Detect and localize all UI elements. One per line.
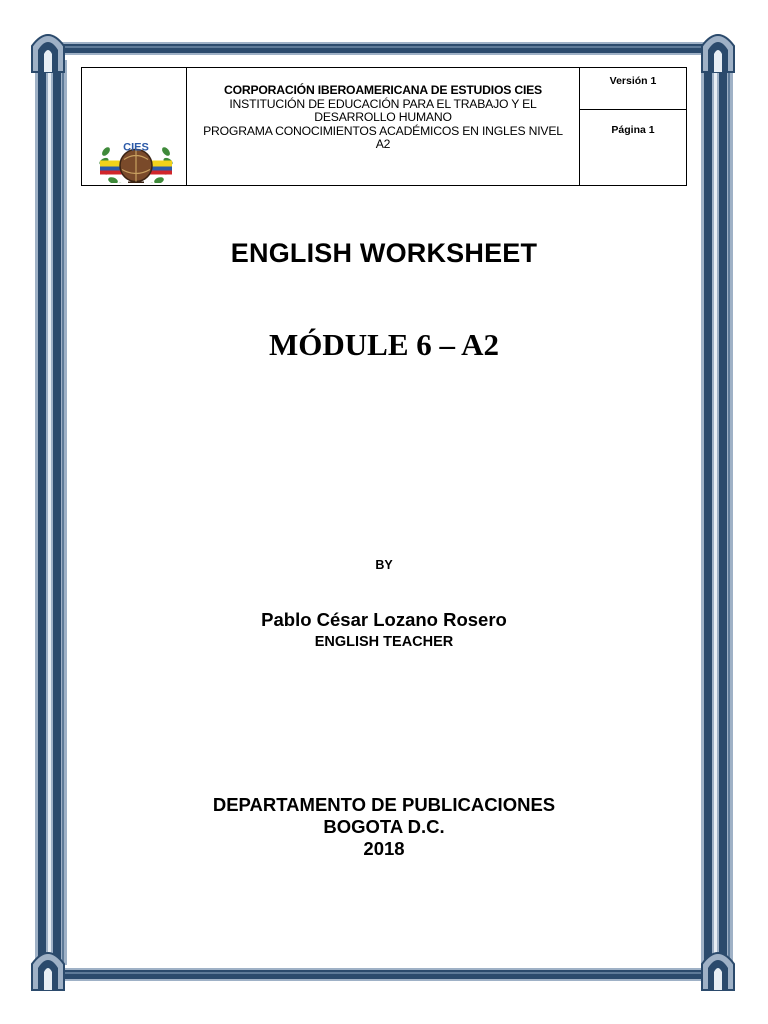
worksheet-title: ENGLISH WORKSHEET (230, 238, 538, 268)
author-role: ENGLISH TEACHER (314, 634, 454, 650)
program-line: PROGRAMA CONOCIMIENTOS ACADÉMICOS EN INGLES NIVEL (203, 123, 563, 138)
institution-line-2: INSTITUCIÓN DE EDUCACIÓN PARA EL TRABAJO Y EL (229, 96, 537, 111)
corner-ornament-bottom-left (32, 953, 64, 990)
header-table (81, 67, 687, 186)
svg-text:CIES: CIES (123, 141, 149, 154)
corner-ornament-top-left (32, 35, 64, 72)
program-level: A2 (375, 137, 391, 151)
bottom-border-bar (60, 968, 708, 981)
top-border-bar (60, 42, 708, 55)
author-name: Pablo César Lozano Rosero (261, 609, 507, 630)
publisher-block (0, 794, 768, 860)
publication-year: 2018 (363, 838, 405, 859)
cies-logo (92, 68, 180, 183)
module-title: MÓDULE 6 – A2 (269, 327, 499, 362)
by-label: BY (375, 558, 393, 572)
institution-info (187, 68, 580, 185)
institution-name: CORPORACIÓN IBEROAMERICANA DE ESTUDIOS CIES (223, 83, 542, 97)
page-label: Página 1 (611, 124, 655, 136)
publisher-city: BOGOTA D.C. (323, 816, 445, 837)
version-label: Versión 1 (580, 68, 686, 110)
logo-cell (82, 68, 187, 185)
institution-line-3: DESARROLLO HUMANO (314, 110, 452, 124)
publisher-department: DEPARTAMENTO DE PUBLICACIONES (212, 794, 556, 815)
corner-ornament-bottom-right (702, 953, 734, 990)
corner-ornament-top-right (702, 35, 734, 72)
